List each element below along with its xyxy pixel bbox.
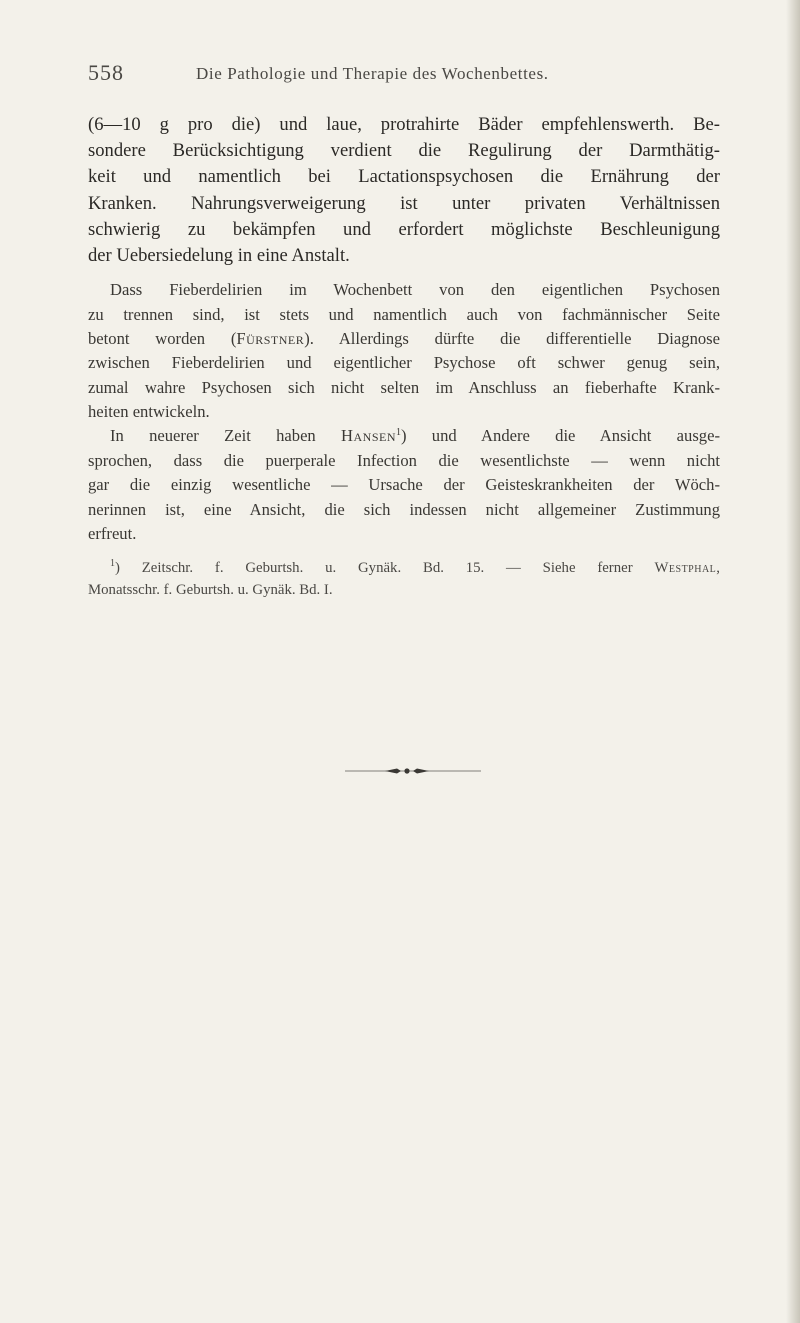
footnote-line: Monatsschr. f. Geburtsh. u. Gynäk. Bd. I. xyxy=(88,582,333,599)
text-line xyxy=(88,424,720,448)
text-line: Dass Fieberdelirien im Wochenbett von den eigentlichen Psychosen xyxy=(110,280,720,300)
text-line: sondere Berücksichtigung verdient die Regulirung der Darmthätig- xyxy=(88,140,720,162)
footnotes xyxy=(88,557,720,601)
text-segment: ). Allerdings dürfte die differentielle Diagnose xyxy=(304,328,720,348)
text-segment: ) und Andere die Ansicht ausge- xyxy=(401,426,720,446)
text-line: schwierig zu bekämpfen und erfordert möglichste Beschleunigung xyxy=(88,218,720,240)
paragraph-3 xyxy=(88,424,720,546)
text-line: der Uebersiedelung in eine Anstalt. xyxy=(88,244,350,266)
page-header xyxy=(88,60,728,90)
running-title: Die Pathologie und Therapie des Wochenbettes. xyxy=(196,64,549,83)
text-segment: betont worden ( xyxy=(88,328,237,348)
text-line: keit und namentlich bei Lactationspsychosen die Ernährung der xyxy=(88,166,720,188)
footnote-line xyxy=(88,557,720,579)
text-line: nerinnen ist, eine Ansicht, die sich indessen nicht allgemeiner Zustimmung xyxy=(88,499,720,519)
text-segment: , xyxy=(716,560,720,577)
author-name-fuerstner: Fürstner xyxy=(236,328,305,348)
text-segment: In neuerer Zeit haben xyxy=(110,426,341,446)
text-line: zwischen Fieberdelirien und eigentlicher Psychose oft schwer genug sein, xyxy=(88,353,720,373)
footnote-reference: 1 xyxy=(396,427,401,439)
footnote-marker: 1 xyxy=(110,558,115,570)
text-line: zu trennen sind, ist stets und namentlich auch von fachmännischer Seite xyxy=(88,304,720,324)
page-edge-shadow xyxy=(786,0,800,1323)
author-name-westphal: Westphal xyxy=(654,560,717,577)
section-end-ornament-icon xyxy=(345,766,481,776)
text-line: Kranken. Nahrungsverweigerung ist unter privaten Verhältnissen xyxy=(88,192,720,214)
body-text xyxy=(88,112,720,601)
paragraph-2 xyxy=(88,278,720,424)
paragraph-1 xyxy=(88,112,720,269)
page-number: 558 xyxy=(88,60,124,85)
text-line xyxy=(88,327,720,351)
author-name-hansen: Hansen xyxy=(341,426,396,446)
text-segment: ) Zeitschr. f. Geburtsh. u. Gynäk. Bd. 15. — Siehe ferner xyxy=(115,560,655,577)
text-line: (6—10 g pro die) und laue, protrahirte Bäder empfehlenswerth. Be- xyxy=(88,114,720,135)
text-line: erfreut. xyxy=(88,524,137,544)
text-line: sprochen, dass die puerperale Infection die wesentlichste — wenn nicht xyxy=(88,450,720,470)
text-line: heiten entwickeln. xyxy=(88,402,210,422)
text-line: zumal wahre Psychosen sich nicht selten im Anschluss an fieberhafte Krank- xyxy=(88,377,720,397)
text-line: gar die einzig wesentliche — Ursache der Geisteskrankheiten der Wöch- xyxy=(88,475,720,495)
